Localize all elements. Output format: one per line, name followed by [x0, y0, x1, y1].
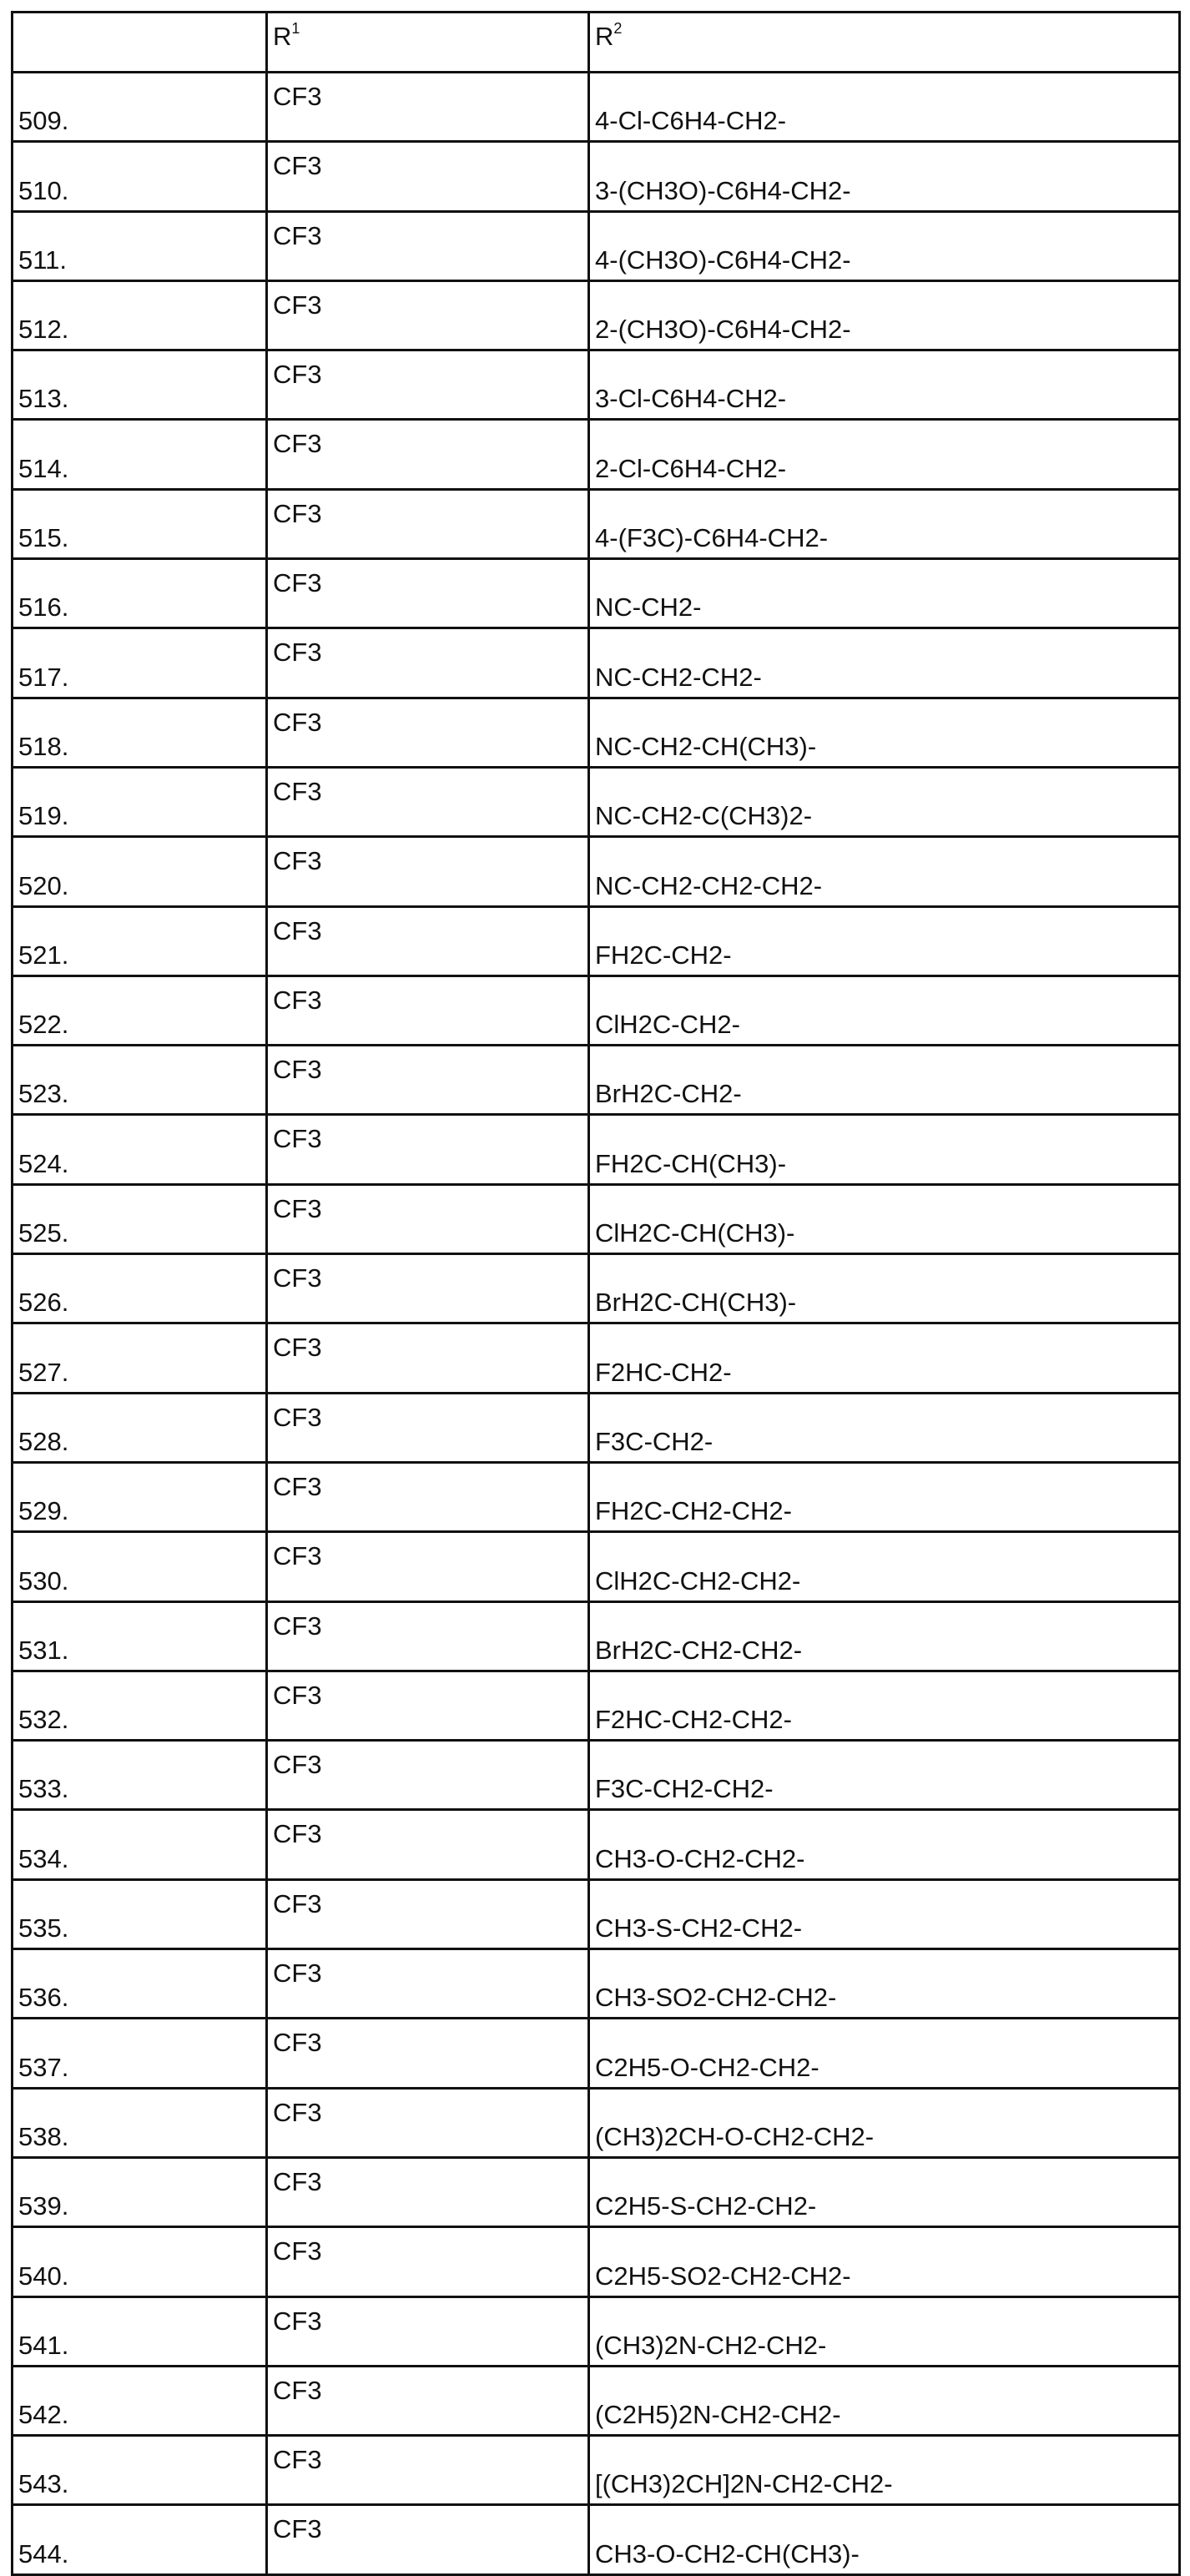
table-row	[13, 1671, 1180, 1740]
header-r2	[589, 13, 1180, 73]
compound-number: 540.	[13, 2227, 267, 2296]
table-row	[13, 1810, 1180, 1879]
r2-cell: 2-(CH3O)-C6H4-CH2-	[589, 280, 1180, 350]
compound-number: 522.	[13, 975, 267, 1045]
r1-cell: CF3	[267, 767, 589, 836]
compound-number: 515.	[13, 489, 267, 558]
substituent-table	[11, 11, 1181, 2576]
table-row	[13, 1254, 1180, 1323]
r2-cell: F3C-CH2-	[589, 1393, 1180, 1462]
r1-cell: CF3	[267, 73, 589, 142]
r1-cell: CF3	[267, 1323, 589, 1393]
table-row	[13, 2366, 1180, 2435]
table-row	[13, 1879, 1180, 1948]
table-row	[13, 489, 1180, 558]
table-row	[13, 1046, 1180, 1115]
compound-number: 526.	[13, 1254, 267, 1323]
compound-number: 529.	[13, 1462, 267, 1531]
compound-number: 544.	[13, 2505, 267, 2574]
r1-cell: CF3	[267, 489, 589, 558]
compound-number: 530.	[13, 1532, 267, 1601]
r1-cell: CF3	[267, 1393, 589, 1462]
compound-number: 518.	[13, 698, 267, 767]
table-row	[13, 975, 1180, 1045]
table-row	[13, 698, 1180, 767]
compound-number: 516.	[13, 559, 267, 628]
r2-cell: 4-(CH3O)-C6H4-CH2-	[589, 211, 1180, 280]
table-row	[13, 280, 1180, 350]
table-row	[13, 628, 1180, 698]
r1-cell: CF3	[267, 906, 589, 975]
r1-cell: CF3	[267, 211, 589, 280]
r2-cell: CH3-O-CH2-CH(CH3)-	[589, 2505, 1180, 2574]
compound-number: 509.	[13, 73, 267, 142]
r1-cell: CF3	[267, 837, 589, 906]
table-row	[13, 2088, 1180, 2157]
r2-cell: 2-Cl-C6H4-CH2-	[589, 420, 1180, 489]
compound-number: 514.	[13, 420, 267, 489]
r2-cell: F2HC-CH2-	[589, 1323, 1180, 1393]
compound-number: 511.	[13, 211, 267, 280]
compound-number: 527.	[13, 1323, 267, 1393]
compound-number: 533.	[13, 1741, 267, 1810]
r2-cell: 4-Cl-C6H4-CH2-	[589, 73, 1180, 142]
table-row	[13, 2157, 1180, 2226]
table-row	[13, 1601, 1180, 1671]
compound-number: 541.	[13, 2296, 267, 2366]
r2-cell: (C2H5)2N-CH2-CH2-	[589, 2366, 1180, 2435]
r1-cell: CF3	[267, 1741, 589, 1810]
header-r1	[267, 13, 589, 73]
r2-cell: CH3-S-CH2-CH2-	[589, 1879, 1180, 1948]
r2-cell: C2H5-O-CH2-CH2-	[589, 2019, 1180, 2088]
r1-cell: CF3	[267, 2366, 589, 2435]
r1-cell: CF3	[267, 142, 589, 211]
table-row	[13, 1115, 1180, 1184]
table-row	[13, 1184, 1180, 1253]
header-r1-sup: 1	[291, 20, 300, 37]
header-r1-base: R	[273, 22, 291, 51]
r2-cell: CH3-O-CH2-CH2-	[589, 1810, 1180, 1879]
compound-number: 513.	[13, 350, 267, 420]
table-row	[13, 2296, 1180, 2366]
compound-number: 520.	[13, 837, 267, 906]
r2-cell: [(CH3)2CH]2N-CH2-CH2-	[589, 2436, 1180, 2505]
table-row	[13, 73, 1180, 142]
table-row	[13, 2436, 1180, 2505]
r1-cell: CF3	[267, 1949, 589, 2019]
r1-cell: CF3	[267, 2436, 589, 2505]
r2-cell: FH2C-CH(CH3)-	[589, 1115, 1180, 1184]
header-number	[13, 13, 267, 73]
compound-number: 523.	[13, 1046, 267, 1115]
table-row	[13, 211, 1180, 280]
r1-cell: CF3	[267, 2296, 589, 2366]
r2-cell: BrH2C-CH(CH3)-	[589, 1254, 1180, 1323]
table-row	[13, 420, 1180, 489]
r1-cell: CF3	[267, 2088, 589, 2157]
r1-cell: CF3	[267, 350, 589, 420]
r2-cell: FH2C-CH2-	[589, 906, 1180, 975]
r2-cell: NC-CH2-CH(CH3)-	[589, 698, 1180, 767]
compound-number: 510.	[13, 142, 267, 211]
r2-cell: (CH3)2CH-O-CH2-CH2-	[589, 2088, 1180, 2157]
compound-number: 531.	[13, 1601, 267, 1671]
table-row	[13, 142, 1180, 211]
r1-cell: CF3	[267, 2019, 589, 2088]
r2-cell: NC-CH2-CH2-CH2-	[589, 837, 1180, 906]
r2-cell: F2HC-CH2-CH2-	[589, 1671, 1180, 1740]
compound-number: 537.	[13, 2019, 267, 2088]
r1-cell: CF3	[267, 2505, 589, 2574]
table-row	[13, 1741, 1180, 1810]
compound-number: 534.	[13, 1810, 267, 1879]
compound-number: 538.	[13, 2088, 267, 2157]
table-row	[13, 906, 1180, 975]
compound-number: 521.	[13, 906, 267, 975]
r2-cell: (CH3)2N-CH2-CH2-	[589, 2296, 1180, 2366]
r1-cell: CF3	[267, 1810, 589, 1879]
header-r2-base: R	[595, 22, 613, 51]
r1-cell: CF3	[267, 1532, 589, 1601]
r2-cell: NC-CH2-CH2-	[589, 628, 1180, 698]
table-row	[13, 1949, 1180, 2019]
table-row	[13, 1323, 1180, 1393]
r1-cell: CF3	[267, 1462, 589, 1531]
r2-cell: FH2C-CH2-CH2-	[589, 1462, 1180, 1531]
table-body	[13, 13, 1180, 2575]
table-row	[13, 1462, 1180, 1531]
table-row	[13, 350, 1180, 420]
table-row	[13, 1532, 1180, 1601]
table-header-row	[13, 13, 1180, 73]
r2-cell: C2H5-S-CH2-CH2-	[589, 2157, 1180, 2226]
r1-cell: CF3	[267, 280, 589, 350]
r2-cell: NC-CH2-C(CH3)2-	[589, 767, 1180, 836]
r1-cell: CF3	[267, 628, 589, 698]
r2-cell: 4-(F3C)-C6H4-CH2-	[589, 489, 1180, 558]
table-row	[13, 837, 1180, 906]
compound-number: 532.	[13, 1671, 267, 1740]
table-row	[13, 2227, 1180, 2296]
compound-number: 542.	[13, 2366, 267, 2435]
compound-number: 535.	[13, 1879, 267, 1948]
compound-number: 517.	[13, 628, 267, 698]
compound-number: 519.	[13, 767, 267, 836]
compound-number: 528.	[13, 1393, 267, 1462]
r2-cell: ClH2C-CH(CH3)-	[589, 1184, 1180, 1253]
compound-number: 536.	[13, 1949, 267, 2019]
compound-number: 524.	[13, 1115, 267, 1184]
r1-cell: CF3	[267, 1046, 589, 1115]
r1-cell: CF3	[267, 1184, 589, 1253]
compound-number: 543.	[13, 2436, 267, 2505]
table-row	[13, 559, 1180, 628]
r2-cell: ClH2C-CH2-CH2-	[589, 1532, 1180, 1601]
r1-cell: CF3	[267, 1601, 589, 1671]
r2-cell: F3C-CH2-CH2-	[589, 1741, 1180, 1810]
table-row	[13, 1393, 1180, 1462]
compound-number: 525.	[13, 1184, 267, 1253]
r1-cell: CF3	[267, 1254, 589, 1323]
r1-cell: CF3	[267, 2227, 589, 2296]
r1-cell: CF3	[267, 1115, 589, 1184]
r1-cell: CF3	[267, 2157, 589, 2226]
r2-cell: 3-(CH3O)-C6H4-CH2-	[589, 142, 1180, 211]
r1-cell: CF3	[267, 975, 589, 1045]
header-r2-sup: 2	[613, 20, 622, 37]
table-row	[13, 2505, 1180, 2574]
r1-cell: CF3	[267, 559, 589, 628]
r2-cell: C2H5-SO2-CH2-CH2-	[589, 2227, 1180, 2296]
r1-cell: CF3	[267, 1879, 589, 1948]
r1-cell: CF3	[267, 420, 589, 489]
r2-cell: ClH2C-CH2-	[589, 975, 1180, 1045]
r2-cell: NC-CH2-	[589, 559, 1180, 628]
r2-cell: 3-Cl-C6H4-CH2-	[589, 350, 1180, 420]
table-row	[13, 2019, 1180, 2088]
r2-cell: CH3-SO2-CH2-CH2-	[589, 1949, 1180, 2019]
table-row	[13, 767, 1180, 836]
r1-cell: CF3	[267, 698, 589, 767]
r2-cell: BrH2C-CH2-	[589, 1046, 1180, 1115]
r1-cell: CF3	[267, 1671, 589, 1740]
compound-number: 512.	[13, 280, 267, 350]
compound-number: 539.	[13, 2157, 267, 2226]
r2-cell: BrH2C-CH2-CH2-	[589, 1601, 1180, 1671]
